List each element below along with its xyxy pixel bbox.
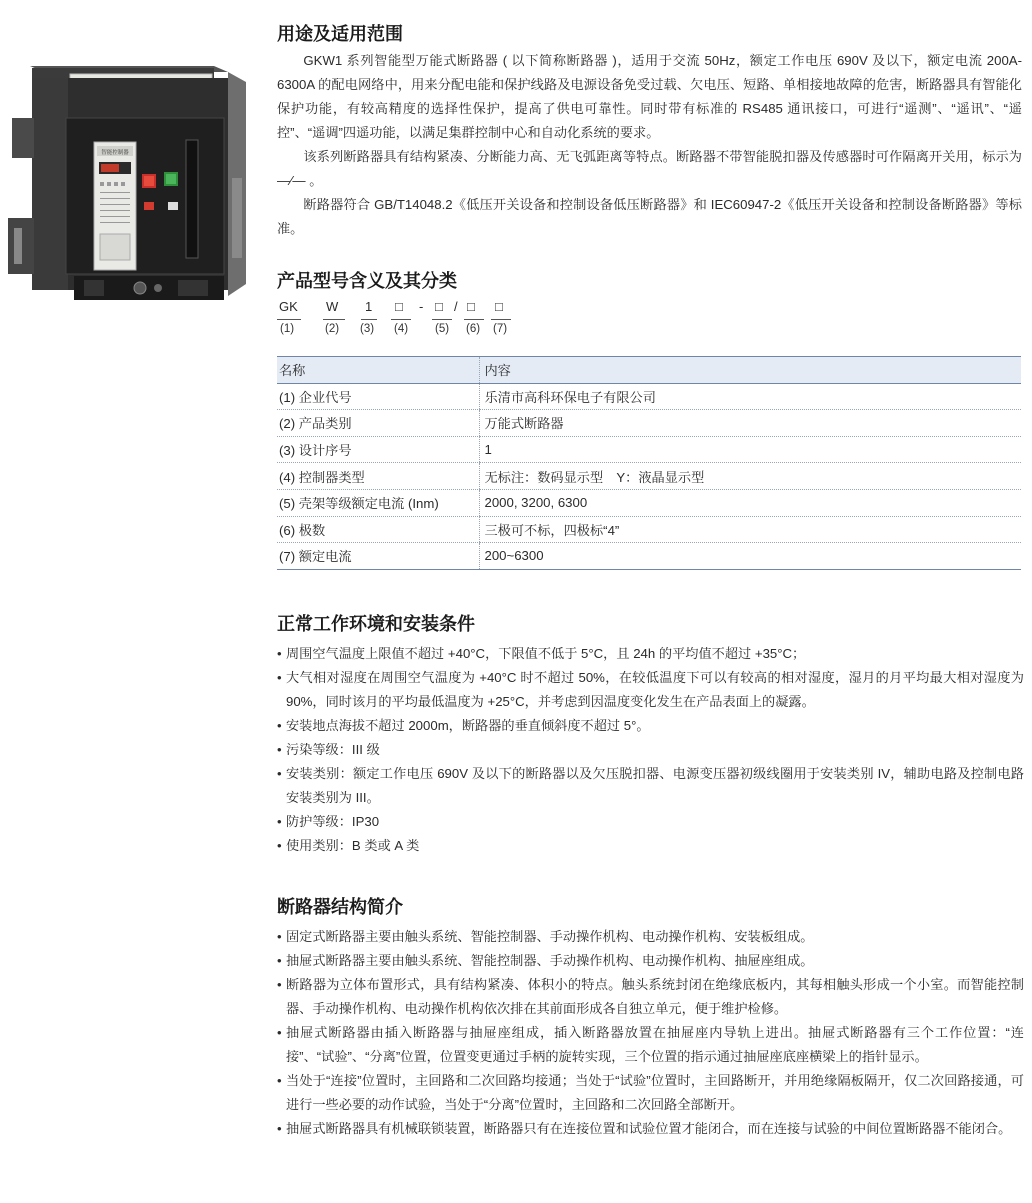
model-code-part: GK bbox=[279, 299, 298, 314]
table-row bbox=[277, 463, 1021, 490]
usage-paragraph: 该系列断路器具有结构紧凑、分断能力高、无飞弧距离等特点。断路器不带智能脱扣器及传感器时可作隔离开关用，标示为 —⁄— 。 bbox=[277, 149, 1022, 188]
list-item: • 安装类别：额定工作电压 690V 及以下的断路器以及欠压脱扣器、电源变压器初级线圈用于安装类别 IV，辅助电路及控制电路安装类别为 III。 bbox=[277, 762, 1024, 810]
model-code-part: □ bbox=[495, 299, 503, 314]
section-title-usage: 用途及适用范围 bbox=[277, 24, 403, 44]
model-index: (6) bbox=[466, 323, 481, 335]
list-item: • 大气相对湿度在周围空气温度为 +40°C 时不超过 50%，在较低温度下可以有较高的相对湿度，湿月的月平均最大相对湿度为 90%，同时该月的平均最低温度为 +25°C，并考虑到因温度变化发生在产品表面上的凝露。 bbox=[277, 666, 1024, 714]
list-item: • 使用类别：B 类或 A 类 bbox=[277, 834, 1024, 858]
table-cell-name: (1) 企业代号 bbox=[277, 383, 479, 410]
table-cell-content: 乐清市高科环保电子有限公司 bbox=[479, 383, 1021, 410]
model-code-part: W bbox=[326, 299, 339, 314]
table-row bbox=[277, 543, 1021, 570]
table-cell-name: (5) 壳架等级额定电流 (Inm) bbox=[277, 489, 479, 516]
list-item: • 抽屉式断路器主要由触头系统、智能控制器、手动操作机构、电动操作机构、抽屉座组成。 bbox=[277, 949, 1024, 973]
table-cell-name: (4) 控制器类型 bbox=[277, 463, 479, 490]
table-cell-content: 1 bbox=[479, 436, 1021, 463]
model-code-part: □ bbox=[395, 299, 403, 314]
section-title-environment: 正常工作环境和安装条件 bbox=[277, 614, 475, 634]
section-title-model: 产品型号含义及其分类 bbox=[277, 271, 457, 291]
list-item: • 抽屉式断路器具有机械联锁装置，断路器只有在连接位置和试验位置才能闭合，而在连接与试验的中间位置断路器不能闭合。 bbox=[277, 1117, 1024, 1141]
model-index: (2) bbox=[325, 323, 340, 335]
table-header-content: 内容 bbox=[479, 357, 1021, 384]
photo-panel-label: 智能控制器 bbox=[101, 150, 129, 156]
table-cell-name: (2) 产品类别 bbox=[277, 410, 479, 437]
table-header-name: 名称 bbox=[277, 357, 479, 384]
list-item: • 安装地点海拔不超过 2000m，断路器的垂直倾斜度不超过 5°。 bbox=[277, 714, 1024, 738]
usage-text bbox=[277, 49, 1022, 241]
structure-list bbox=[277, 925, 1024, 1141]
list-item: • 断路器为立体布置形式，具有结构紧凑、体积小的特点。触头系统封闭在绝缘底板内，其每相触头形成一个小室。而智能控制器、手动操作机构、电动操作机构依次排在其前面形成各自独立单元，便于维护检修。 bbox=[277, 973, 1024, 1021]
model-index: (1) bbox=[280, 323, 295, 335]
table-row bbox=[277, 516, 1021, 543]
table-cell-name: (6) 极数 bbox=[277, 516, 479, 543]
table-cell-content: 200~6300 bbox=[479, 543, 1021, 570]
table-cell-content: 三极可不标，四极标“4” bbox=[479, 516, 1021, 543]
model-code-part: / bbox=[454, 299, 458, 314]
list-item: • 污染等级：III 级 bbox=[277, 738, 1024, 762]
section-title-structure: 断路器结构简介 bbox=[277, 897, 403, 917]
model-index: (5) bbox=[435, 323, 450, 335]
list-item: • 抽屉式断路器由插入断路器与抽屉座组成，插入断路器放置在抽屉座内导轨上进出。抽屉式断路器有三个工作位置：“连接”、“试验”、“分离”位置，位置变更通过手柄的旋转实现，三个位置的指示通过抽屉座底座横梁上的指针显示。 bbox=[277, 1021, 1024, 1069]
table-cell-content: 2000, 3200, 6300 bbox=[479, 489, 1021, 516]
list-item: • 固定式断路器主要由触头系统、智能控制器、手动操作机构、电动操作机构、安装板组成。 bbox=[277, 925, 1024, 949]
model-code-part: □ bbox=[435, 299, 443, 314]
table-cell-name: (7) 额定电流 bbox=[277, 543, 479, 570]
table-row bbox=[277, 489, 1021, 516]
table-row bbox=[277, 383, 1021, 410]
table-row bbox=[277, 410, 1021, 437]
model-code-part: □ bbox=[467, 299, 475, 314]
table-cell-content: 无标注：数码显示型 Y：液晶显示型 bbox=[479, 463, 1021, 490]
table-cell-name: (3) 设计序号 bbox=[277, 436, 479, 463]
environment-list bbox=[277, 642, 1024, 858]
list-item: • 当处于“连接”位置时，主回路和二次回路均接通；当处于“试验”位置时，主回路断开，并用绝缘隔板隔开，仅二次回路接通，可进行一些必要的动作试验，当处于“分离”位置时，主回路和二次回路全部断开。 bbox=[277, 1069, 1024, 1117]
model-index: (3) bbox=[360, 323, 375, 335]
usage-paragraph: GKW1 系列智能型万能式断路器 ( 以下简称断路器 )，适用于交流 50Hz，额定工作电压 690V 及以下，额定电流 200A-6300A 的配电网络中，用来分配电能和保护线路及电源设备免受过载、欠电压、短路、单相接地故障的危害，断路器具有智能化保护功能，有较高精度的选择性保护，提高了供电可靠性。同时带有标准的 RS485 通讯接口，可进行“遥测”、“遥讯”、“遥控”、“遥调”四遥功能，以满足集群控制中心和自动化系统的要求。 bbox=[277, 53, 1022, 140]
usage-paragraph: 断路器符合 GB/T14048.2《低压开关设备和控制设备低压断路器》和 IEC60947-2《低压开关设备和控制设备断路器》等标准。 bbox=[277, 197, 1022, 236]
model-index: (7) bbox=[493, 323, 508, 335]
table-cell-content: 万能式断路器 bbox=[479, 410, 1021, 437]
list-item: • 周围空气温度上限值不超过 +40°C，下限值不低于 5°C，且 24h 的平均值不超过 +35°C； bbox=[277, 642, 1024, 666]
model-index: (4) bbox=[394, 323, 409, 335]
model-code-part: 1 bbox=[365, 299, 373, 314]
model-code-part: - bbox=[419, 299, 424, 314]
table-row bbox=[277, 436, 1021, 463]
model-spec-table bbox=[277, 356, 1021, 570]
circuit-breaker-photo bbox=[8, 58, 258, 328]
list-item: • 防护等级：IP30 bbox=[277, 810, 1024, 834]
table-header-row bbox=[277, 357, 1021, 384]
